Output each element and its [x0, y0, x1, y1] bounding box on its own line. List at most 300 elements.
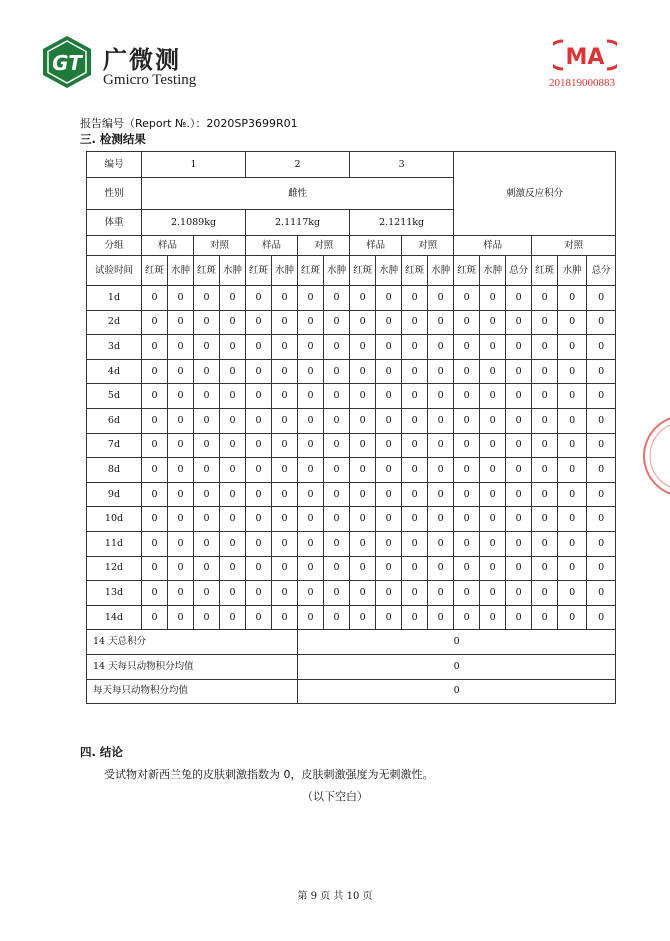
score-value-cell: 0 [454, 359, 480, 384]
score-value-cell: 0 [168, 335, 194, 360]
score-value-cell: 0 [454, 335, 480, 360]
score-value-cell: 0 [480, 581, 506, 606]
table-row-day [87, 408, 670, 433]
score-value-cell: 0 [428, 605, 454, 630]
score-value-cell: 0 [194, 556, 220, 581]
score-value-cell: 0 [142, 335, 168, 360]
score-value-cell: 0 [376, 286, 402, 311]
weight-value-cell: 2.1211kg [350, 210, 454, 236]
score-value-cell: 0 [480, 384, 506, 409]
table-row-day [87, 507, 670, 532]
score-value-cell: 0 [558, 384, 587, 409]
score-value-cell: 0 [587, 408, 616, 433]
score-value-cell: 0 [532, 605, 558, 630]
score-value-cell: 0 [272, 359, 298, 384]
day-label-cell: 2d [87, 310, 142, 335]
score-value-cell: 0 [194, 310, 220, 335]
score-value-cell: 0 [220, 433, 246, 458]
score-value-cell: 0 [194, 335, 220, 360]
score-value-cell: 0 [350, 310, 376, 335]
score-value-cell: 0 [324, 408, 350, 433]
score-value-cell: 0 [454, 458, 480, 483]
score-value-cell: 0 [402, 359, 428, 384]
score-value-cell: 0 [376, 507, 402, 532]
score-value-cell: 0 [402, 433, 428, 458]
score-value-cell: 0 [402, 408, 428, 433]
score-value-cell: 0 [142, 605, 168, 630]
score-value-cell: 0 [480, 359, 506, 384]
score-value-cell: 0 [558, 408, 587, 433]
score-value-cell: 0 [324, 531, 350, 556]
score-value-cell: 0 [168, 384, 194, 409]
score-value-cell: 0 [480, 286, 506, 311]
weight-label-cell: 体重 [87, 210, 142, 236]
score-value-cell: 0 [194, 581, 220, 606]
score-value-cell: 0 [558, 310, 587, 335]
score-value-cell: 0 [194, 482, 220, 507]
score-value-cell: 0 [506, 286, 532, 311]
score-value-cell: 0 [506, 408, 532, 433]
erythema-header-cell: 红斑 [142, 256, 168, 286]
score-value-cell: 0 [324, 605, 350, 630]
score-value-cell: 0 [480, 433, 506, 458]
score-value-cell: 0 [194, 384, 220, 409]
day-label-cell: 13d [87, 581, 142, 606]
erythema-header-cell: 红斑 [532, 256, 558, 286]
score-value-cell: 0 [428, 433, 454, 458]
score-value-cell: 0 [587, 310, 616, 335]
score-value-cell: 0 [168, 581, 194, 606]
score-value-cell: 0 [402, 286, 428, 311]
score-value-cell: 0 [272, 286, 298, 311]
score-value-cell: 0 [402, 605, 428, 630]
score-value-cell: 0 [532, 335, 558, 360]
score-value-cell: 0 [168, 310, 194, 335]
score-value-cell: 0 [142, 556, 168, 581]
edema-header-cell: 水肿 [428, 256, 454, 286]
score-value-cell: 0 [298, 384, 324, 409]
table-row-day [87, 433, 670, 458]
edema-header-cell: 水肿 [558, 256, 587, 286]
score-value-cell: 0 [428, 458, 454, 483]
group-sample-cell: 样品 [246, 236, 298, 256]
score-value-cell: 0 [220, 408, 246, 433]
score-value-cell: 0 [350, 286, 376, 311]
id-label-cell: 编号 [87, 152, 142, 178]
score-value-cell: 0 [246, 433, 272, 458]
score-value-cell: 0 [194, 286, 220, 311]
score-value-cell: 0 [587, 458, 616, 483]
score-value-cell: 0 [324, 335, 350, 360]
table-row-day [87, 458, 670, 483]
score-value-cell: 0 [532, 310, 558, 335]
score-value-cell: 0 [142, 408, 168, 433]
score-value-cell: 0 [402, 556, 428, 581]
score-value-cell: 0 [324, 458, 350, 483]
score-value-cell: 0 [402, 507, 428, 532]
score-value-cell: 0 [142, 384, 168, 409]
score-value-cell: 0 [272, 384, 298, 409]
score-value-cell: 0 [506, 310, 532, 335]
score-value-cell: 0 [246, 581, 272, 606]
score-value-cell: 0 [168, 408, 194, 433]
score-value-cell: 0 [587, 581, 616, 606]
page-number: 第 9 页 共 10 页 [297, 891, 373, 902]
score-value-cell: 0 [532, 433, 558, 458]
score-value-cell: 0 [220, 531, 246, 556]
edema-header-cell: 水肿 [168, 256, 194, 286]
score-value-cell: 0 [506, 458, 532, 483]
score-value-cell: 0 [194, 605, 220, 630]
score-value-cell: 0 [532, 408, 558, 433]
summary-label-cell: 每天每只动物积分均值 [87, 679, 298, 704]
score-value-cell: 0 [298, 310, 324, 335]
score-value-cell: 0 [428, 359, 454, 384]
score-value-cell: 0 [376, 605, 402, 630]
score-value-cell: 0 [480, 458, 506, 483]
score-value-cell: 0 [272, 433, 298, 458]
score-value-cell: 0 [168, 458, 194, 483]
score-value-cell: 0 [272, 556, 298, 581]
table-row-day [87, 310, 670, 335]
score-value-cell: 0 [220, 286, 246, 311]
score-value-cell: 0 [532, 531, 558, 556]
day-label-cell: 14d [87, 605, 142, 630]
score-value-cell: 0 [350, 581, 376, 606]
table-row-id [87, 152, 670, 178]
score-value-cell: 0 [402, 458, 428, 483]
score-value-cell: 0 [454, 556, 480, 581]
score-value-cell: 0 [428, 507, 454, 532]
score-value-cell: 0 [376, 581, 402, 606]
table-row-group [87, 236, 670, 256]
score-value-cell: 0 [246, 384, 272, 409]
score-value-cell: 0 [480, 507, 506, 532]
table-row-day [87, 581, 670, 606]
score-value-cell: 0 [350, 359, 376, 384]
score-value-cell: 0 [428, 556, 454, 581]
score-value-cell: 0 [350, 458, 376, 483]
results-table [86, 151, 670, 704]
score-value-cell: 0 [506, 556, 532, 581]
score-value-cell: 0 [428, 384, 454, 409]
score-value-cell: 0 [402, 335, 428, 360]
group-sample-cell: 样品 [350, 236, 402, 256]
score-value-cell: 0 [298, 556, 324, 581]
score-value-cell: 0 [142, 507, 168, 532]
weight-value-cell: 2.1117kg [246, 210, 350, 236]
score-value-cell: 0 [168, 482, 194, 507]
table-row-day [87, 384, 670, 409]
sex-label-cell: 性别 [87, 178, 142, 210]
score-value-cell: 0 [246, 531, 272, 556]
score-value-cell: 0 [220, 556, 246, 581]
summary-value-cell: 0 [298, 654, 616, 679]
score-value-cell: 0 [142, 286, 168, 311]
score-value-cell: 0 [324, 310, 350, 335]
day-label-cell: 9d [87, 482, 142, 507]
score-value-cell: 0 [558, 556, 587, 581]
score-value-cell: 0 [324, 507, 350, 532]
score-value-cell: 0 [558, 531, 587, 556]
gmicro-logo-icon [40, 35, 94, 89]
score-value-cell: 0 [454, 531, 480, 556]
score-value-cell: 0 [350, 482, 376, 507]
score-value-cell: 0 [168, 359, 194, 384]
score-value-cell: 0 [142, 458, 168, 483]
score-value-cell: 0 [532, 556, 558, 581]
score-value-cell: 0 [142, 359, 168, 384]
score-value-cell: 0 [350, 531, 376, 556]
edema-header-cell: 水肿 [324, 256, 350, 286]
sex-value-cell: 雌性 [142, 178, 454, 210]
blank-note: （以下空白） [302, 790, 368, 803]
score-value-cell: 0 [587, 433, 616, 458]
time-label-cell: 试验时间 [87, 256, 142, 286]
score-value-cell: 0 [454, 408, 480, 433]
table-row-day [87, 556, 670, 581]
score-value-cell: 0 [558, 433, 587, 458]
score-value-cell: 0 [532, 384, 558, 409]
score-value-cell: 0 [168, 433, 194, 458]
score-value-cell: 0 [532, 359, 558, 384]
score-value-cell: 0 [376, 482, 402, 507]
score-value-cell: 0 [298, 581, 324, 606]
score-value-cell: 0 [220, 384, 246, 409]
score-value-cell: 0 [587, 482, 616, 507]
score-value-cell: 0 [506, 482, 532, 507]
score-value-cell: 0 [506, 605, 532, 630]
score-value-cell: 0 [324, 581, 350, 606]
table-row-summary [87, 654, 670, 679]
company-name-cn: 广微测 [103, 46, 181, 74]
score-value-cell: 0 [506, 581, 532, 606]
score-value-cell: 0 [506, 384, 532, 409]
score-value-cell: 0 [298, 531, 324, 556]
score-value-cell: 0 [324, 286, 350, 311]
total-header-cell: 总分 [506, 256, 532, 286]
score-value-cell: 0 [480, 556, 506, 581]
day-label-cell: 11d [87, 531, 142, 556]
score-value-cell: 0 [194, 408, 220, 433]
score-value-cell: 0 [298, 286, 324, 311]
score-value-cell: 0 [454, 286, 480, 311]
score-value-cell: 0 [220, 605, 246, 630]
table-row-day [87, 335, 670, 360]
score-value-cell: 0 [558, 482, 587, 507]
score-value-cell: 0 [220, 335, 246, 360]
score-value-cell: 0 [558, 359, 587, 384]
logo-glyph: GT [52, 51, 82, 75]
score-value-cell: 0 [194, 458, 220, 483]
cma-number: 201819000883 [549, 77, 615, 89]
score-value-cell: 0 [220, 507, 246, 532]
table-row-day [87, 605, 670, 630]
group-sample-cell: 样品 [454, 236, 532, 256]
score-value-cell: 0 [428, 286, 454, 311]
edema-header-cell: 水肿 [220, 256, 246, 286]
score-value-cell: 0 [194, 507, 220, 532]
score-value-cell: 0 [558, 605, 587, 630]
score-value-cell: 0 [350, 433, 376, 458]
score-value-cell: 0 [272, 507, 298, 532]
score-value-cell: 0 [376, 310, 402, 335]
score-value-cell: 0 [272, 605, 298, 630]
score-value-cell: 0 [272, 335, 298, 360]
score-value-cell: 0 [142, 433, 168, 458]
ma-glyph: MA [565, 45, 605, 70]
score-value-cell: 0 [558, 581, 587, 606]
day-label-cell: 5d [87, 384, 142, 409]
score-value-cell: 0 [272, 408, 298, 433]
edema-header-cell: 水肿 [480, 256, 506, 286]
score-value-cell: 0 [376, 384, 402, 409]
day-label-cell: 8d [87, 458, 142, 483]
score-value-cell: 0 [506, 507, 532, 532]
erythema-header-cell: 红斑 [350, 256, 376, 286]
table-row-day [87, 286, 670, 311]
score-value-cell: 0 [428, 482, 454, 507]
score-value-cell: 0 [246, 310, 272, 335]
animal-id-cell: 2 [246, 152, 350, 178]
group-control-cell: 对照 [298, 236, 350, 256]
group-label-cell: 分组 [87, 236, 142, 256]
partial-red-stamp-icon [636, 412, 670, 500]
score-value-cell: 0 [168, 556, 194, 581]
score-value-cell: 0 [324, 556, 350, 581]
score-value-cell: 0 [142, 581, 168, 606]
score-value-cell: 0 [506, 531, 532, 556]
score-value-cell: 0 [298, 359, 324, 384]
day-label-cell: 1d [87, 286, 142, 311]
score-value-cell: 0 [350, 384, 376, 409]
score-value-cell: 0 [454, 605, 480, 630]
score-value-cell: 0 [428, 408, 454, 433]
score-value-cell: 0 [480, 408, 506, 433]
score-value-cell: 0 [587, 335, 616, 360]
table-row-day [87, 482, 670, 507]
group-control-cell: 对照 [532, 236, 616, 256]
score-value-cell: 0 [246, 556, 272, 581]
day-label-cell: 6d [87, 408, 142, 433]
score-value-cell: 0 [246, 458, 272, 483]
score-value-cell: 0 [246, 335, 272, 360]
erythema-header-cell: 红斑 [454, 256, 480, 286]
report-number-value: 2020SP3699R01 [206, 117, 298, 130]
section-title-results: 三. 检测结果 [80, 132, 146, 146]
score-value-cell: 0 [532, 458, 558, 483]
score-value-cell: 0 [168, 507, 194, 532]
summary-label-cell: 14 天总积分 [87, 630, 298, 655]
score-value-cell: 0 [558, 458, 587, 483]
score-value-cell: 0 [480, 310, 506, 335]
score-value-cell: 0 [350, 556, 376, 581]
score-value-cell: 0 [402, 581, 428, 606]
score-value-cell: 0 [376, 458, 402, 483]
score-value-cell: 0 [480, 531, 506, 556]
score-value-cell: 0 [376, 433, 402, 458]
score-value-cell: 0 [376, 408, 402, 433]
report-number [80, 115, 298, 131]
score-value-cell: 0 [428, 335, 454, 360]
table-row-day [87, 531, 670, 556]
score-value-cell: 0 [454, 310, 480, 335]
score-value-cell: 0 [272, 310, 298, 335]
animal-id-cell: 1 [142, 152, 246, 178]
score-value-cell: 0 [272, 482, 298, 507]
table-row-summary [87, 679, 670, 704]
score-value-cell: 0 [587, 531, 616, 556]
score-value-cell: 0 [454, 507, 480, 532]
score-value-cell: 0 [324, 359, 350, 384]
score-value-cell: 0 [454, 384, 480, 409]
score-value-cell: 0 [272, 458, 298, 483]
weight-value-cell: 2.1089kg [142, 210, 246, 236]
score-value-cell: 0 [506, 433, 532, 458]
score-value-cell: 0 [220, 581, 246, 606]
score-value-cell: 0 [246, 408, 272, 433]
score-value-cell: 0 [376, 556, 402, 581]
score-value-cell: 0 [168, 286, 194, 311]
score-value-cell: 0 [454, 433, 480, 458]
summary-value-cell: 0 [298, 630, 616, 655]
score-value-cell: 0 [480, 335, 506, 360]
edema-header-cell: 水肿 [376, 256, 402, 286]
score-value-cell: 0 [376, 531, 402, 556]
erythema-header-cell: 红斑 [246, 256, 272, 286]
score-value-cell: 0 [454, 581, 480, 606]
erythema-header-cell: 红斑 [194, 256, 220, 286]
erythema-header-cell: 红斑 [402, 256, 428, 286]
score-value-cell: 0 [376, 359, 402, 384]
group-control-cell: 对照 [194, 236, 246, 256]
report-number-label: 报告编号（Report №.）： [80, 117, 207, 130]
score-value-cell: 0 [480, 605, 506, 630]
score-value-cell: 0 [246, 482, 272, 507]
score-value-cell: 0 [324, 384, 350, 409]
score-value-cell: 0 [587, 507, 616, 532]
score-value-cell: 0 [532, 581, 558, 606]
score-value-cell: 0 [350, 335, 376, 360]
conclusion-text: 受试物对新西兰兔的皮肤刺激指数为 0，皮肤刺激强度为无刺激性。 [104, 768, 434, 781]
score-value-cell: 0 [350, 408, 376, 433]
score-value-cell: 0 [402, 531, 428, 556]
score-value-cell: 0 [350, 507, 376, 532]
animal-id-cell: 3 [350, 152, 454, 178]
score-value-cell: 0 [558, 286, 587, 311]
score-value-cell: 0 [246, 359, 272, 384]
day-label-cell: 7d [87, 433, 142, 458]
section-title-conclusion: 四. 结论 [80, 745, 123, 759]
score-value-cell: 0 [194, 531, 220, 556]
score-value-cell: 0 [220, 310, 246, 335]
score-value-cell: 0 [298, 408, 324, 433]
score-value-cell: 0 [168, 531, 194, 556]
score-value-cell: 0 [587, 556, 616, 581]
score-value-cell: 0 [350, 605, 376, 630]
table-row-column-headers [87, 256, 670, 286]
score-value-cell: 0 [587, 359, 616, 384]
score-value-cell: 0 [402, 482, 428, 507]
total-header-cell: 总分 [587, 256, 616, 286]
edema-header-cell: 水肿 [272, 256, 298, 286]
score-value-cell: 0 [587, 384, 616, 409]
score-value-cell: 0 [428, 581, 454, 606]
cma-seal-icon [553, 37, 617, 73]
score-value-cell: 0 [558, 507, 587, 532]
score-value-cell: 0 [246, 605, 272, 630]
score-value-cell: 0 [532, 482, 558, 507]
